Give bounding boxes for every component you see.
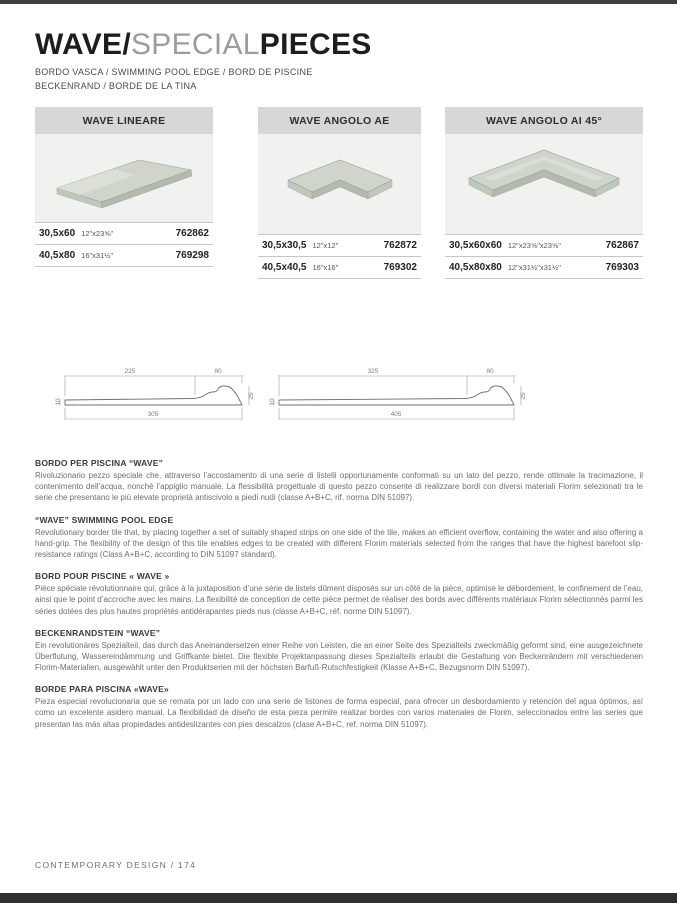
table-row — [35, 222, 213, 244]
dimension-label: 80 — [486, 368, 494, 375]
description-sections — [35, 458, 643, 730]
section-heading: BORDE PARA PISCINA «WAVE» — [35, 684, 169, 695]
title-part-pieces: PIECES — [259, 28, 372, 61]
subtitle-line-1: BORDO VASCA / SWIMMING POOL EDGE / BORD DE PISCINE — [35, 67, 313, 77]
table-row — [445, 256, 643, 279]
section-french — [35, 571, 643, 617]
tile-illustration-angolo-ai — [449, 134, 639, 234]
dimension-label: 305 — [147, 411, 159, 418]
section-heading: BORD POUR PISCINE « WAVE » — [35, 571, 170, 582]
page-subtitle — [35, 66, 677, 93]
size-inches: 16"x16" — [312, 263, 339, 272]
article-code: 762867 — [605, 240, 639, 251]
product-image — [35, 134, 213, 222]
article-code: 762872 — [383, 240, 417, 251]
tile-illustration-lineare — [39, 136, 209, 221]
product-image — [258, 134, 421, 234]
article-code: 769302 — [383, 262, 417, 273]
section-body: Rivoluzionario pezzo speciale che, attraverso l’accostamento di una serie di listelli opportunamente conformati su un lato del pezzo, rende ottimale la tracimazione, il contenimento dell’acqua, nonché l’appiglio manuale. La flessibilità progettuale di questo pezzo consente di realizzare bordi con diversi materiali Florim selezionati tra le serie che presentano le più elevate proprietà antiscivolo a piedi nudi (classe A+B+C, rif. norma DIN 51097). — [35, 471, 643, 503]
size-cm: 40,5x40,5 — [262, 262, 307, 273]
size-cm: 30,5x60x60 — [449, 240, 502, 251]
table-row — [35, 244, 213, 267]
size-inches: 12"x23⅝"x23⅝" — [507, 241, 561, 250]
product-image — [445, 134, 643, 234]
page-bottom-edge — [0, 893, 677, 903]
technical-drawings — [55, 355, 677, 430]
section-heading: BECKENRANDSTEIN “WAVE” — [35, 627, 161, 638]
table-row — [258, 256, 421, 279]
section-german — [35, 628, 643, 674]
product-cards — [35, 107, 677, 279]
section-english — [35, 515, 643, 561]
section-body: Pièce spéciale révolutionnaire qui, grâce à la juxtaposition d’une série de listels dûment disposés sur un côté de la pièce, optimise le débordement, le confinement de l’eau, ainsi que le point d’accroche avec les mains. La flexibilité de conception de cette pièce permet de réaliser des bords avec différents matériaux Florim sélectionnés parmi les séries dotées des plus hautes propriétés antidérapantes pieds nus (classe A+B+C, réf. norme DIN 51097). — [35, 584, 643, 616]
size-inches: 12"x31½"x31½" — [507, 263, 561, 272]
title-part-special: SPECIAL — [130, 28, 260, 61]
page-header — [35, 30, 677, 93]
section-body: Pieza especial revolucionaria que se remata por un lado con una serie de listones de forma especial, para ofrecer un desbordamiento y retención del agua óptimos, así como un excelente asidero manual. La flexibilidad de diseño de esta pieza permite realizar bordes con varios materiales de Florim, seleccionados entre las series que presentan las más altas propiedades antideslizantes con pies descalzos (clase A+B+C, ref. norma DIN 51097). — [35, 697, 643, 729]
article-code: 769303 — [605, 262, 639, 273]
dimension-label: 25 — [520, 392, 527, 400]
section-body: Revolutionary border tile that, by placing together a set of suitably shaped strips on one side of the tile, makes an efficient overflow, containing the water and also offering a hand-grip. The flexibility of the design of this tile enables edges to be created with different Florim materials selected from the ranges that have the highest barefoot slip-resistance ratings (Class A+B+C, according to DIN 51097 standard). — [35, 527, 643, 559]
product-card-wave-lineare — [35, 107, 213, 267]
tile-illustration-angolo-ae — [270, 142, 410, 227]
size-inches: 12"x23⅝" — [81, 229, 114, 238]
table-row — [445, 234, 643, 256]
size-inches: 12"x12" — [312, 241, 339, 250]
dimension-label: 405 — [390, 411, 402, 418]
section-spanish — [35, 684, 643, 730]
section-italian — [35, 458, 643, 504]
dimension-label: 10 — [55, 398, 62, 406]
product-card-wave-angolo-ae — [258, 107, 421, 279]
table-row — [258, 234, 421, 256]
section-heading: “WAVE” SWIMMING POOL EDGE — [35, 514, 174, 525]
dimension-label: 25 — [248, 392, 255, 400]
article-code: 762862 — [175, 228, 209, 239]
product-card-wave-angolo-ai — [445, 107, 643, 279]
dimension-label: 10 — [269, 398, 276, 406]
size-inches: 16"x31½" — [81, 251, 114, 260]
product-card-title: WAVE ANGOLO AE — [258, 107, 421, 134]
size-cm: 40,5x80x80 — [449, 262, 502, 273]
article-code: 769298 — [175, 250, 209, 261]
product-card-title: WAVE ANGOLO AI 45° — [445, 107, 643, 134]
section-heading: BORDO PER PISCINA “WAVE” — [35, 458, 164, 468]
size-cm: 30,5x60 — [39, 228, 76, 239]
page-footer: CONTEMPORARY DESIGN / 174 — [35, 860, 197, 870]
dimension-label: 325 — [367, 368, 379, 375]
page-top-edge — [0, 0, 677, 4]
page-title — [35, 30, 677, 60]
dimension-label: 225 — [124, 368, 136, 375]
dimension-label: 80 — [214, 368, 222, 375]
section-body: Ein revolutionäres Spezialteil, das durch das Aneinandersetzen einer Reihe von Leisten, die an einer Seite des Spezialteils zweckmäßig geformt sind, eine ausgezeichnete Überflutung, Wassereindämmung und Griffkante bietet. Die flexible Projektanpassung dieses Spezialteils erlaubt die Gestaltung von Beckenrändern mit verschiedenen Florim-Materialien, ausgewählt unter den Produktserien mit der höchsten Barfuß-Rutschfestigkeit (Klasse A+B+C, Bezugsnorm DIN 51097). — [35, 640, 643, 673]
product-card-title: WAVE LINEARE — [35, 107, 213, 134]
profile-drawing-large — [269, 355, 529, 430]
subtitle-line-2: BECKENRAND / BORDE DE LA TINA — [35, 80, 197, 91]
profile-drawing-small — [55, 355, 255, 430]
size-cm: 40,5x80 — [39, 250, 76, 261]
size-cm: 30,5x30,5 — [262, 240, 307, 251]
title-part-wave: WAVE/ — [35, 28, 131, 61]
